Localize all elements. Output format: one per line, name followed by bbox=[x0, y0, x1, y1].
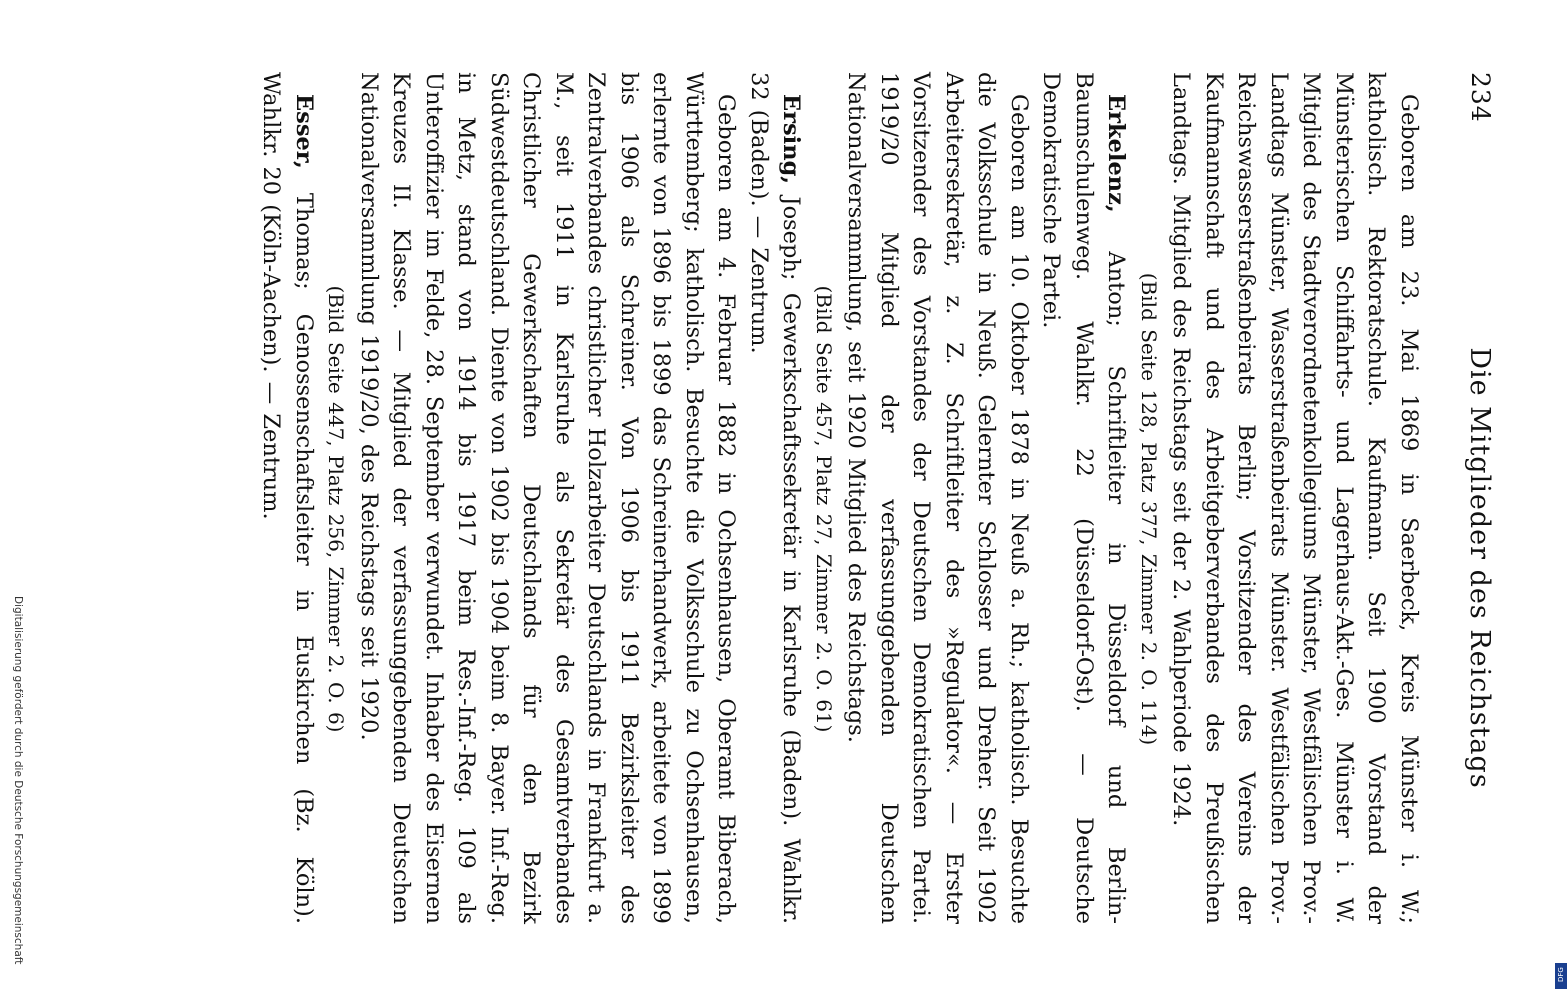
entry-2-name: Ersing, bbox=[778, 94, 805, 185]
entry-1-ref: (Bild Seite 457, Platz 27, Zimmer 2. O. 61) bbox=[812, 285, 836, 733]
dfg-logo-text: DFG bbox=[1557, 967, 1565, 982]
page-content bbox=[55, 72, 1495, 924]
entry-1-head bbox=[1035, 72, 1133, 924]
entry-2-head-text: Joseph; Gewerkschaftssekretär in Karlsruhe (Baden). Wahlkr. 32 (Baden). — Zentrum. bbox=[746, 72, 805, 925]
entry-3-head-text: Thomas; Genossenschaftsleiter in Euskirchen (Bz. Köln). Wahlkr. 20 (Köln-Aachen). — Zentrum. bbox=[258, 72, 317, 924]
margin-note-text: Digitalisierung gefördert durch die Deutsche Forschungsgemeinschaft bbox=[12, 596, 24, 965]
entry-0-ref: (Bild Seite 128, Platz 377, Zimmer 2. O. 114) bbox=[1137, 272, 1161, 746]
margin-note bbox=[12, 596, 24, 986]
entry-1-head-text: Anton; Schriftleiter in Düsseldorf und Berlin-Baumschulenweg. Wahlkr. 22 (Düsseldorf-Ost). — Deutsche Demokratische Partei. bbox=[1038, 72, 1130, 925]
entry-2-head bbox=[743, 72, 808, 924]
page-number: 234 bbox=[1466, 72, 1495, 123]
entry-2-ref: (Bild Seite 447, Platz 256, Zimmer 2. O. 6) bbox=[324, 285, 349, 733]
entry-0-text: Geboren am 23. Mai 1869 in Saerbeck, Kreis Münster i. W.; katholisch. Rektoratschule. Kaufmann. Seit 1900 Vorstand der Münsterischen Schiffahrts- und Lagerhaus-Akt.-Ges. Münster i. W. Mitglied des Stadtverordnetenkollegiums Münster, Westfälischen Prov.-Landtags Münster, Wasserstraßenbeirats Münster. Westfälischen Prov.-Reichswasserstraßenbeirats Berlin; Vorsitzender des Vereins der Kaufmannschaft und des Arbeitgeberverbandes des Preußischen Landtags. Mitglied des Reichstags seit der 2. Wahlperiode 1924. bbox=[1168, 72, 1422, 924]
entry-2-text: Geboren am 4. Februar 1882 in Ochsenhausen, Oberamt Biberach, Württemberg; katholisch. Besuchte die Volksschule zu Ochsenhausen, erlernte von 1896 bis 1899 das Schreinerhandwerk, arbeitete von 1899 bis 1906 als Schreiner. Von 1906 bis 1911 Bezirksleiter des Zentralverbandes christlicher Holzarbeiter Deutschlands in Frankfurt a. M., seit 1911 in Karlsruhe als Sekretär des Gesamtverbandes Christlicher Gewerkschaften Deutschlands für den Bezirk Südwestdeutschland. Diente von 1902 bis 1904 beim 8. Bayer. Inf.-Reg. in Metz, stand von 1914 bis 1917 beim Res.-Inf.-Reg. 109 als Unteroffizier im Felde, 28. September verwundet. Inhaber des Eisernen Kreuzes II. Klasse. — Mitglied der verfassunggebenden Deutschen Nationalversammlung 1919/20, des Reichstags seit 1920. bbox=[356, 72, 740, 924]
body-text bbox=[255, 72, 1425, 924]
running-head: Die Mitglieder des Reichstags bbox=[1464, 347, 1495, 789]
entry-1-text: Geboren am 10. Oktober 1878 in Neuß a. Rh.; katholisch. Besuchte die Volksschule in Neuß. Gelernter Schlosser und Dreher. Seit 1902 Arbeitersekretär, z. Z. Schriftleiter des »Regulator«. — Erster Vorsitzender des Vorstandes der Deutschen Demokratischen Partei. 1919/20 Mitglied der verfassunggebenden Deutschen Nationalversammlung, seit 1920 Mitglied des Reichstags. bbox=[843, 72, 1032, 924]
entry-3-head bbox=[255, 72, 320, 924]
entry-3-name: Esser, bbox=[291, 94, 317, 169]
entry-1-name: Erkelenz, bbox=[1103, 94, 1130, 213]
dfg-logo bbox=[1555, 963, 1567, 989]
